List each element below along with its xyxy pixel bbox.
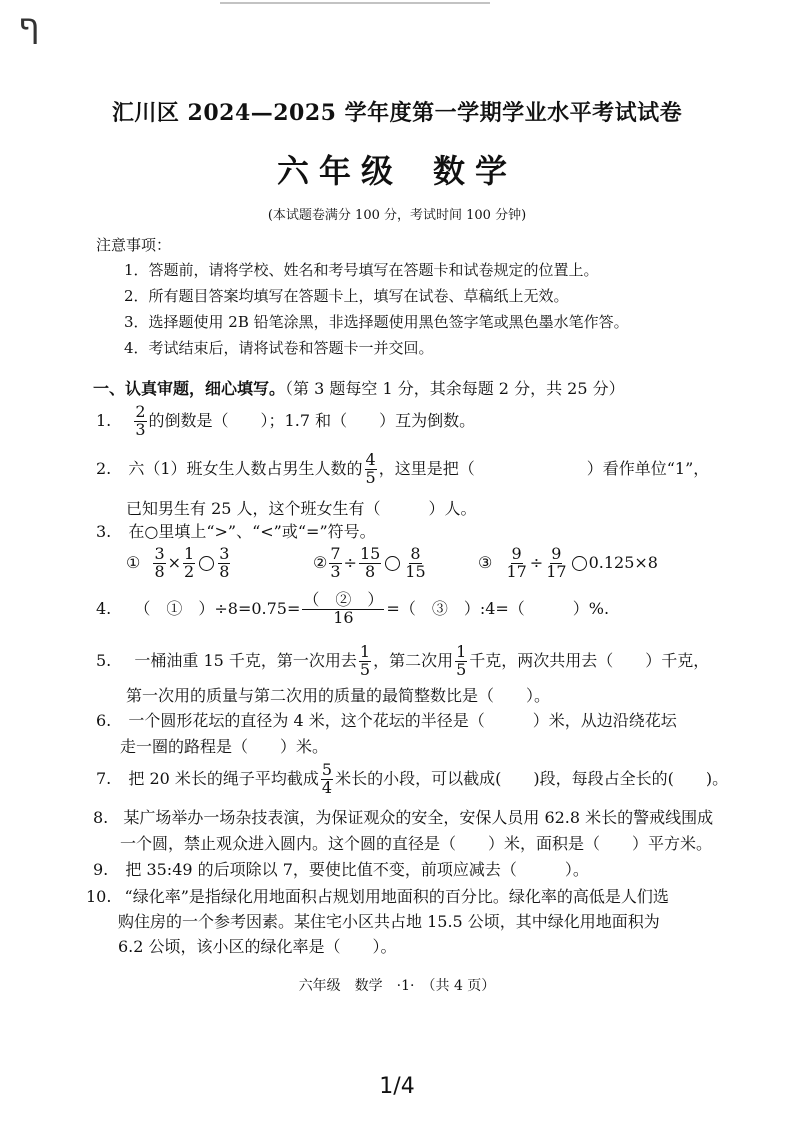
question-2-line-2: 已知男生有 25 人，这个班女生有（ ）人。 (126, 499, 477, 518)
question-10: 10. “绿化率”是指绿化用地面积占规划用地面积的百分比。绿化率的高低是人们选 (86, 887, 669, 906)
circle-blank[interactable] (572, 556, 587, 571)
notice-item: 3．选择题使用 2B 铅笔涂黑，非选择题使用黑色签字笔或黑色墨水笔作答。 (124, 313, 629, 331)
question-9: 9. 把 35:49 的后项除以 7，要使比值不变，前项应减去（ ）。 (93, 860, 589, 879)
fraction: $\frac{4}{5}$ (365, 450, 376, 487)
circle-blank[interactable] (385, 556, 400, 571)
question-10-line-2: 购住房的一个参考因素。某住宅小区共占地 15.5 公顷，其中绿化用地面积为 (118, 912, 660, 931)
exam-title: 汇川区 2024—2025 学年度第一学期学业水平考试试卷 (111, 100, 683, 126)
subject-label: 数学 (433, 152, 518, 190)
question-6-line-2: 走一圈的路程是（ ）米。 (120, 737, 329, 756)
question-5-line-2: 第一次用的质量与第二次用的质量的最简整数比是（ ）。 (126, 686, 551, 705)
question-10-line-3: 6.2 公顷，该小区的绿化率是（ ）。 (118, 937, 397, 956)
question-8-line-2: 一个圆，禁止观众进入圆内。这个圆的直径是（ ）米，面积是（ ）平方米。 (120, 834, 713, 853)
handwritten-mark: ף (18, 6, 40, 46)
notice-item: 2．所有题目答案均填写在答题卡上，填写在试卷、草稿纸上无效。 (124, 287, 569, 305)
question-8: 8. 某广场举办一场杂技表演，为保证观众的安全，安保人员用 62.8 米长的警戒线围成 (93, 808, 714, 827)
question-7: 7. 把 20 米长的绳子平均截成 $\frac{5}{4}$ 米长的小段，可以截成( )段，每段占全长的( )。 (96, 760, 729, 797)
question-3: 3. 在○里填上“>”、“<”或“=”符号。 (96, 522, 376, 541)
question-6: 6. 一个圆形花坛的直径为 4 米，这个花坛的半径是（ ）米，从边沿绕花坛 (96, 711, 677, 730)
fraction: $\frac{2}{3}$ (135, 402, 146, 439)
compare-item-2: ② $\frac{7}{3}$ ÷ $\frac{15}{8}$ $\frac{8}{15}$ (313, 544, 426, 581)
section-heading: 一、认真审题，细心填写。（第 3 题每空 1 分，其余每题 2 分，共 25 分） (93, 379, 625, 398)
circle-blank[interactable] (199, 556, 214, 571)
notice-item: 4．考试结束后，请将试卷和答题卡一并交回。 (124, 339, 434, 357)
notice-item: 1．答题前，请将学校、姓名和考号填写在答题卡和试卷规定的位置上。 (124, 261, 599, 279)
notice-title: 注意事项： (96, 236, 172, 254)
exam-subject (0, 146, 794, 192)
page-footer: 六年级 数学 ·1· （共 4 页） (298, 978, 496, 994)
scan-smudge (220, 2, 490, 10)
score-note: (本试题卷满分 100 分，考试时间 100 分钟) (267, 208, 527, 223)
question-1: 1. $\frac{2}{3}$ 的倒数是（ ）；1.7 和（ ）互为倒数。 (96, 402, 476, 439)
question-5: 5. 一桶油重 15 千克，第一次用去 $\frac{1}{5}$ ，第二次用 $\frac{1}{5}$ 千克，两次共用去（ ）千克， (96, 642, 710, 679)
page-indicator: 1/4 (379, 1074, 415, 1099)
compare-item-1: ① $\frac{3}{8}$ × $\frac{1}{2}$ $\frac{3}{8}$ (126, 544, 230, 581)
question-4: 4. （ ① ）÷8=0.75= $\frac{\text{（ ② ）}}{16}$ =（ ③ ）:4=（ ）%. (96, 590, 610, 627)
question-2: 2. 六（1）班女生人数占男生人数的 $\frac{4}{5}$ ，这里是把（ ）看作单位“1”， (96, 450, 710, 487)
compare-item-3: ③ $\frac{9}{17}$ ÷ $\frac{9}{17}$ 0.125×8 (478, 544, 658, 581)
fraction: $\frac{\text{（ ② ）}}{16}$ (303, 590, 384, 627)
grade-label: 六年级 (276, 152, 403, 190)
